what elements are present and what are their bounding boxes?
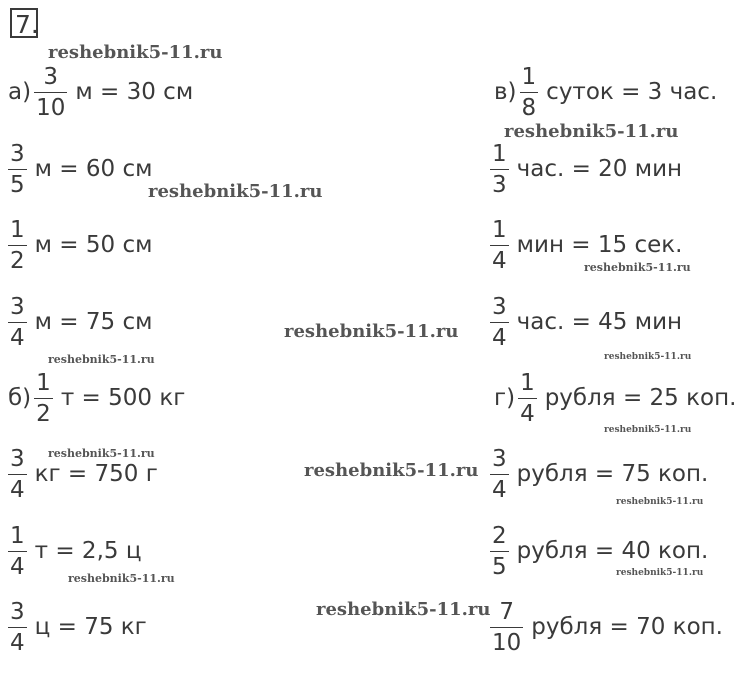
denominator: 4 <box>492 324 507 351</box>
equation-text: т = 500 кг <box>60 385 186 411</box>
equation-text: мин = 15 сек. <box>516 232 683 258</box>
watermark: reshebnik5-11.ru <box>584 261 691 274</box>
fraction <box>490 446 509 503</box>
denominator: 4 <box>10 553 25 580</box>
equation-text: рубля = 70 коп. <box>531 614 723 640</box>
numerator: 1 <box>36 369 51 396</box>
fraction <box>8 446 27 503</box>
numerator: 3 <box>492 293 507 320</box>
equation-row <box>490 519 708 583</box>
equation-row <box>8 366 185 430</box>
fraction <box>8 523 27 580</box>
numerator: 1 <box>492 216 507 243</box>
denominator: 10 <box>492 629 522 656</box>
denominator: 4 <box>520 400 535 427</box>
equation-text: т = 2,5 ц <box>34 538 142 564</box>
task-number: 7. <box>10 8 38 38</box>
fraction <box>34 370 53 427</box>
watermark: reshebnik5-11.ru <box>304 460 479 481</box>
fraction-bar <box>490 551 509 552</box>
equation-row <box>490 137 682 201</box>
fraction-bar <box>8 551 27 552</box>
fraction <box>34 64 67 121</box>
watermark: reshebnik5-11.ru <box>68 572 175 585</box>
equation-row <box>8 60 193 124</box>
equation-text: м = 60 см <box>34 156 153 182</box>
numerator: 3 <box>10 140 25 167</box>
numerator: 1 <box>521 63 537 90</box>
fraction-bar <box>490 627 523 628</box>
equation-text: суток = 3 час. <box>546 79 718 105</box>
fraction-bar <box>8 245 27 246</box>
watermark: reshebnik5-11.ru <box>504 121 679 142</box>
denominator: 4 <box>10 324 25 351</box>
numerator: 1 <box>10 522 25 549</box>
fraction <box>490 599 523 656</box>
numerator: 3 <box>10 293 25 320</box>
fraction-bar <box>520 92 539 93</box>
fraction <box>520 64 539 121</box>
fraction-bar <box>8 322 27 323</box>
denominator: 2 <box>10 247 25 274</box>
fraction <box>8 599 27 656</box>
fraction <box>490 141 509 198</box>
watermark: reshebnik5-11.ru <box>604 425 692 435</box>
equation-row <box>8 519 141 583</box>
equation-row <box>8 137 152 201</box>
denominator: 4 <box>492 476 507 503</box>
item-label: в) <box>494 79 517 105</box>
watermark: reshebnik5-11.ru <box>616 568 704 578</box>
watermark: reshebnik5-11.ru <box>616 497 704 507</box>
numerator: 3 <box>492 445 507 472</box>
denominator: 2 <box>36 400 51 427</box>
equation-text: м = 30 см <box>75 79 194 105</box>
denominator: 5 <box>492 553 507 580</box>
fraction-bar <box>34 92 67 93</box>
equation-row <box>8 442 158 506</box>
numerator: 2 <box>492 522 507 549</box>
equation-row <box>490 442 708 506</box>
equation-row <box>8 213 152 277</box>
watermark: reshebnik5-11.ru <box>316 599 491 620</box>
equation-row <box>8 290 152 354</box>
denominator: 4 <box>10 476 25 503</box>
equation-text: рубля = 25 коп. <box>544 385 737 411</box>
numerator: 3 <box>43 63 59 90</box>
watermark: reshebnik5-11.ru <box>48 447 155 460</box>
equation-row <box>490 595 723 659</box>
watermark: reshebnik5-11.ru <box>48 353 155 366</box>
fraction <box>8 294 27 351</box>
denominator: 10 <box>36 94 66 121</box>
denominator: 8 <box>521 94 537 121</box>
equation-text: час. = 45 мин <box>516 309 683 335</box>
numerator: 3 <box>10 445 25 472</box>
denominator: 4 <box>492 247 507 274</box>
equation-row <box>8 595 147 659</box>
fraction-bar <box>490 474 509 475</box>
numerator: 7 <box>499 598 514 625</box>
fraction-bar <box>490 322 509 323</box>
equation-text: час. = 20 мин <box>516 156 683 182</box>
fraction <box>518 370 537 427</box>
numerator: 3 <box>10 598 25 625</box>
fraction-bar <box>8 169 27 170</box>
equation-row <box>494 366 736 430</box>
equation-text: ц = 75 кг <box>34 614 147 640</box>
fraction-bar <box>518 398 537 399</box>
numerator: 1 <box>10 216 25 243</box>
equation-row <box>494 60 717 124</box>
fraction-bar <box>490 245 509 246</box>
numerator: 1 <box>492 140 507 167</box>
fraction <box>490 523 509 580</box>
equation-text: м = 50 см <box>34 232 153 258</box>
item-label: г) <box>494 385 516 411</box>
fraction-bar <box>8 627 27 628</box>
equation-row <box>490 213 682 277</box>
watermark: reshebnik5-11.ru <box>284 321 459 342</box>
fraction-bar <box>34 398 53 399</box>
fraction <box>8 217 27 274</box>
equation-text: рубля = 40 коп. <box>516 538 709 564</box>
fraction <box>8 141 27 198</box>
denominator: 3 <box>492 171 507 198</box>
equation-row <box>490 290 682 354</box>
fraction-bar <box>8 474 27 475</box>
denominator: 5 <box>10 171 25 198</box>
item-label: б) <box>8 385 32 411</box>
watermark: reshebnik5-11.ru <box>148 181 323 202</box>
equation-text: рубля = 75 коп. <box>516 461 709 487</box>
denominator: 4 <box>10 629 25 656</box>
fraction <box>490 217 509 274</box>
equation-text: м = 75 см <box>34 309 153 335</box>
fraction <box>490 294 509 351</box>
equation-text: кг = 750 г <box>34 461 158 487</box>
fraction-bar <box>490 169 509 170</box>
numerator: 1 <box>520 369 535 396</box>
watermark: reshebnik5-11.ru <box>48 42 223 63</box>
watermark: reshebnik5-11.ru <box>604 352 692 362</box>
item-label: а) <box>8 79 32 105</box>
